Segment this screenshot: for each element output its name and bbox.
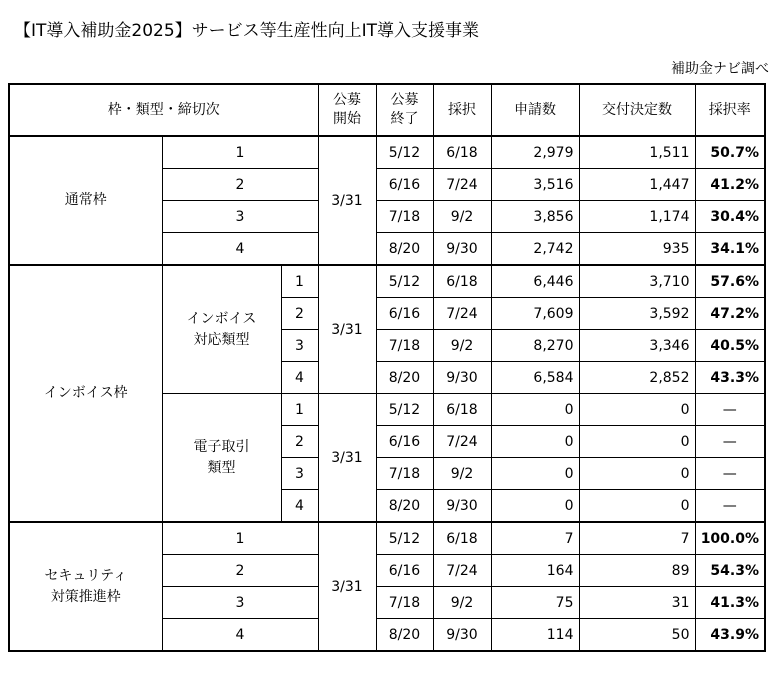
adopt-date: 6/18 bbox=[433, 394, 491, 426]
rate: 41.3% bbox=[695, 587, 765, 619]
adopt-date: 9/2 bbox=[433, 458, 491, 490]
end-date: 8/20 bbox=[376, 362, 433, 394]
adopt-date: 9/2 bbox=[433, 201, 491, 233]
round-number: 3 bbox=[281, 330, 318, 362]
granted: 2,852 bbox=[579, 362, 695, 394]
start-date: 3/31 bbox=[318, 136, 376, 265]
subsidy-table bbox=[8, 83, 766, 652]
header-applications: 申請数 bbox=[491, 84, 579, 136]
end-date: 6/16 bbox=[376, 169, 433, 201]
granted: 3,346 bbox=[579, 330, 695, 362]
rate: 34.1% bbox=[695, 233, 765, 266]
rate: 40.5% bbox=[695, 330, 765, 362]
round-number: 2 bbox=[281, 426, 318, 458]
granted: 935 bbox=[579, 233, 695, 266]
applications: 3,856 bbox=[491, 201, 579, 233]
granted: 1,511 bbox=[579, 136, 695, 169]
table-row bbox=[9, 136, 765, 169]
rate: 43.3% bbox=[695, 362, 765, 394]
adopt-date: 7/24 bbox=[433, 169, 491, 201]
rate: 100.0% bbox=[695, 522, 765, 555]
adopt-date: 9/30 bbox=[433, 233, 491, 266]
end-date: 5/12 bbox=[376, 394, 433, 426]
adopt-date: 7/24 bbox=[433, 426, 491, 458]
round-number: 4 bbox=[162, 233, 318, 266]
applications: 114 bbox=[491, 619, 579, 652]
granted: 1,174 bbox=[579, 201, 695, 233]
applications: 2,742 bbox=[491, 233, 579, 266]
granted: 0 bbox=[579, 490, 695, 523]
adopt-date: 9/2 bbox=[433, 587, 491, 619]
applications: 3,516 bbox=[491, 169, 579, 201]
end-date: 7/18 bbox=[376, 201, 433, 233]
start-date: 3/31 bbox=[318, 265, 376, 394]
adopt-date: 9/30 bbox=[433, 619, 491, 652]
end-date: 5/12 bbox=[376, 265, 433, 298]
adopt-date: 9/2 bbox=[433, 330, 491, 362]
applications: 6,446 bbox=[491, 265, 579, 298]
granted: 1,447 bbox=[579, 169, 695, 201]
header-rate: 採択率 bbox=[695, 84, 765, 136]
applications: 0 bbox=[491, 394, 579, 426]
rate: 43.9% bbox=[695, 619, 765, 652]
applications: 164 bbox=[491, 555, 579, 587]
round-number: 1 bbox=[162, 522, 318, 555]
table-row bbox=[9, 265, 765, 298]
adopt-date: 9/30 bbox=[433, 362, 491, 394]
header-granted: 交付決定数 bbox=[579, 84, 695, 136]
end-date: 8/20 bbox=[376, 490, 433, 523]
granted: 0 bbox=[579, 426, 695, 458]
end-date: 6/16 bbox=[376, 426, 433, 458]
subgroup-name: インボイス 対応類型 bbox=[162, 265, 281, 394]
end-date: 6/16 bbox=[376, 555, 433, 587]
header-category: 枠・類型・締切次 bbox=[9, 84, 318, 136]
end-date: 5/12 bbox=[376, 136, 433, 169]
adopt-date: 7/24 bbox=[433, 555, 491, 587]
group-name: インボイス枠 bbox=[9, 265, 162, 522]
applications: 0 bbox=[491, 490, 579, 523]
round-number: 4 bbox=[281, 362, 318, 394]
round-number: 1 bbox=[281, 394, 318, 426]
rate: 54.3% bbox=[695, 555, 765, 587]
group-name: セキュリティ 対策推進枠 bbox=[9, 522, 162, 651]
start-date: 3/31 bbox=[318, 394, 376, 523]
round-number: 2 bbox=[162, 555, 318, 587]
granted: 0 bbox=[579, 458, 695, 490]
start-date: 3/31 bbox=[318, 522, 376, 651]
applications: 6,584 bbox=[491, 362, 579, 394]
granted: 7 bbox=[579, 522, 695, 555]
granted: 50 bbox=[579, 619, 695, 652]
end-date: 7/18 bbox=[376, 458, 433, 490]
adopt-date: 7/24 bbox=[433, 298, 491, 330]
applications: 8,270 bbox=[491, 330, 579, 362]
header-start: 公募 開始 bbox=[318, 84, 376, 136]
applications: 2,979 bbox=[491, 136, 579, 169]
round-number: 4 bbox=[162, 619, 318, 652]
applications: 7 bbox=[491, 522, 579, 555]
granted: 3,592 bbox=[579, 298, 695, 330]
round-number: 3 bbox=[162, 587, 318, 619]
round-number: 4 bbox=[281, 490, 318, 523]
rate: — bbox=[695, 426, 765, 458]
rate: — bbox=[695, 458, 765, 490]
round-number: 2 bbox=[281, 298, 318, 330]
applications: 75 bbox=[491, 587, 579, 619]
granted: 31 bbox=[579, 587, 695, 619]
applications: 0 bbox=[491, 458, 579, 490]
subgroup-name: 電子取引 類型 bbox=[162, 394, 281, 523]
rate: — bbox=[695, 394, 765, 426]
round-number: 3 bbox=[281, 458, 318, 490]
granted: 89 bbox=[579, 555, 695, 587]
rate: 41.2% bbox=[695, 169, 765, 201]
round-number: 2 bbox=[162, 169, 318, 201]
header-adopt: 採択 bbox=[433, 84, 491, 136]
page-title: 【IT導入補助金2025】サービス等生産性向上IT導入支援事業 bbox=[14, 21, 480, 41]
granted: 3,710 bbox=[579, 265, 695, 298]
header-end: 公募 終了 bbox=[376, 84, 433, 136]
round-number: 3 bbox=[162, 201, 318, 233]
applications: 7,609 bbox=[491, 298, 579, 330]
end-date: 8/20 bbox=[376, 619, 433, 652]
rate: — bbox=[695, 490, 765, 523]
adopt-date: 6/18 bbox=[433, 136, 491, 169]
rate: 30.4% bbox=[695, 201, 765, 233]
rate: 47.2% bbox=[695, 298, 765, 330]
adopt-date: 6/18 bbox=[433, 522, 491, 555]
round-number: 1 bbox=[162, 136, 318, 169]
end-date: 8/20 bbox=[376, 233, 433, 266]
end-date: 7/18 bbox=[376, 330, 433, 362]
end-date: 6/16 bbox=[376, 298, 433, 330]
rate: 50.7% bbox=[695, 136, 765, 169]
group-name: 通常枠 bbox=[9, 136, 162, 265]
applications: 0 bbox=[491, 426, 579, 458]
adopt-date: 9/30 bbox=[433, 490, 491, 523]
rate: 57.6% bbox=[695, 265, 765, 298]
round-number: 1 bbox=[281, 265, 318, 298]
end-date: 5/12 bbox=[376, 522, 433, 555]
adopt-date: 6/18 bbox=[433, 265, 491, 298]
granted: 0 bbox=[579, 394, 695, 426]
source-note: 補助金ナビ調べ bbox=[671, 61, 769, 77]
end-date: 7/18 bbox=[376, 587, 433, 619]
table-row bbox=[9, 522, 765, 555]
